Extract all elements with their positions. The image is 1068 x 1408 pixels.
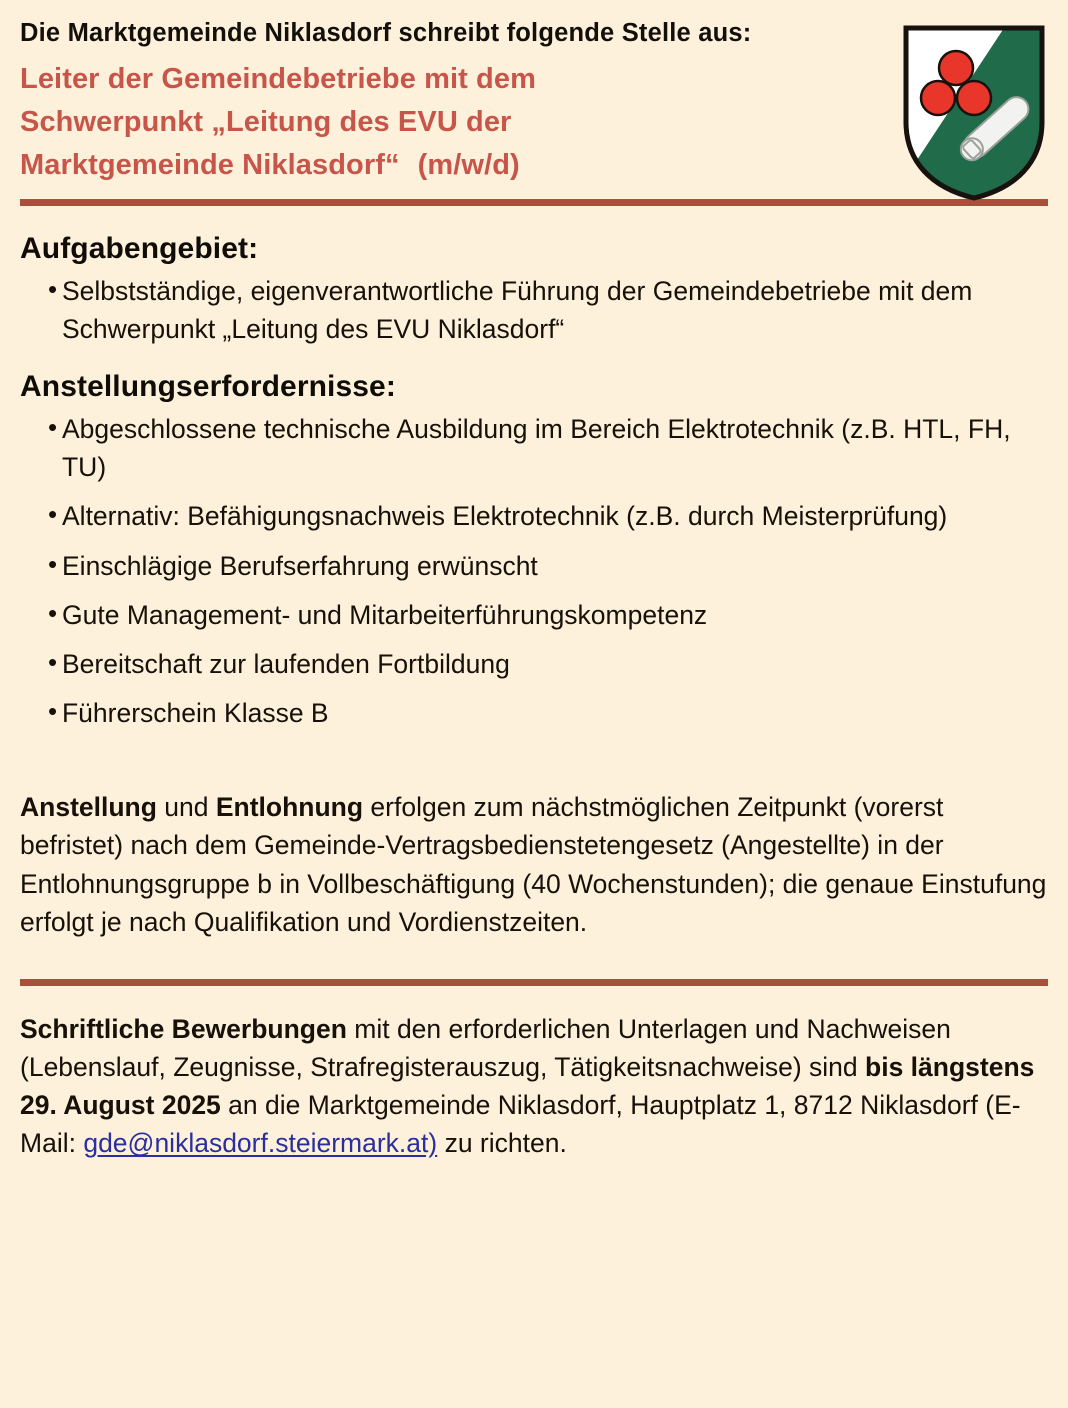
application-paragraph bbox=[20, 1010, 1048, 1163]
email-link[interactable]: gde@niklasdorf.steiermark.at) bbox=[83, 1128, 438, 1159]
list-item: • Einschlägige Berufserfahrung erwünscht bbox=[20, 547, 1048, 585]
header bbox=[0, 0, 1068, 187]
list-item: • Führerschein Klasse B bbox=[20, 694, 1048, 732]
job-title-line-3 bbox=[20, 144, 860, 187]
job-title-line-3-text: Marktgemeinde Niklasdorf“ bbox=[20, 148, 400, 181]
divider-bottom bbox=[20, 979, 1048, 986]
section-heading-anstellungserfordernisse: Anstellungserfordernisse: bbox=[20, 370, 396, 404]
intro-line: Die Marktgemeinde Niklasdorf schreibt folgende Stelle aus: bbox=[20, 19, 752, 47]
page-title bbox=[20, 58, 860, 187]
list-item: • Bereitschaft zur laufenden Fortbildung bbox=[20, 645, 1048, 683]
employment-connector: und bbox=[156, 792, 216, 823]
list-item: • Abgeschlossene technische Ausbildung im Bereich Elektrotechnik (z.B. HTL, FH, TU) bbox=[20, 410, 1048, 486]
job-title-line-2: Schwerpunkt „Leitung des EVU der bbox=[20, 105, 512, 138]
spacer bbox=[0, 941, 1068, 979]
job-title-line-1: Leiter der Gemeindebetriebe mit dem bbox=[20, 63, 536, 96]
list-item: • Alternativ: Befähigungsnachweis Elektrotechnik (z.B. durch Meisterprüfung) bbox=[20, 497, 1048, 535]
employment-terms-block bbox=[20, 788, 1048, 941]
employment-terms-paragraph bbox=[20, 788, 1048, 941]
employment-rest-text: erfolgen zum nächstmöglichen Zeitpunkt (vorerst befristet) nach dem Gemeinde-Vertragsbedienstetengesetz (Angestellte) in der Entlohnungsgruppe b in Vollbeschäftigung (40 Wochenstunden); die genaue Einstufung erfolgt je nach Qualifikation und Vordienstzeiten. bbox=[20, 792, 1047, 937]
application-text-1: mit den erforderlichen Unterlagen und Nachweisen (Lebenslauf, Zeugnisse, Strafregisterauszug, Tätigkeitsnachweise) sind bbox=[20, 1013, 951, 1082]
employment-bold-anstellung: Anstellung bbox=[20, 792, 157, 823]
list-aufgabengebiet bbox=[20, 272, 1048, 348]
coat-of-arms-icon bbox=[898, 22, 1050, 204]
divider-top bbox=[20, 199, 1048, 206]
main-content bbox=[0, 232, 1068, 941]
list-anstellungserfordernisse bbox=[20, 410, 1048, 732]
list-item: • Gute Management- und Mitarbeiterführungskompetenz bbox=[20, 596, 1048, 634]
application-deadline: bis längstens 29. August 2025 bbox=[20, 1051, 1035, 1121]
application-text-3: zu richten. bbox=[437, 1128, 567, 1159]
employment-bold-entlohnung: Entlohnung bbox=[215, 792, 364, 823]
section-heading-aufgabengebiet: Aufgabengebiet: bbox=[20, 231, 259, 265]
application-section bbox=[0, 1010, 1068, 1163]
gender-suffix: (m/w/d) bbox=[417, 148, 520, 181]
application-bold-heading: Schriftliche Bewerbungen bbox=[20, 1013, 347, 1044]
list-item: • Selbstständige, eigenverantwortliche Führung der Gemeindebetriebe mit dem Schwerpunkt „Leitung des EVU Niklasdorf“ bbox=[20, 272, 1048, 348]
application-text-2: an die Marktgemeinde Niklasdorf, Hauptplatz 1, 8712 Niklasdorf (E-Mail: bbox=[20, 1090, 1021, 1159]
